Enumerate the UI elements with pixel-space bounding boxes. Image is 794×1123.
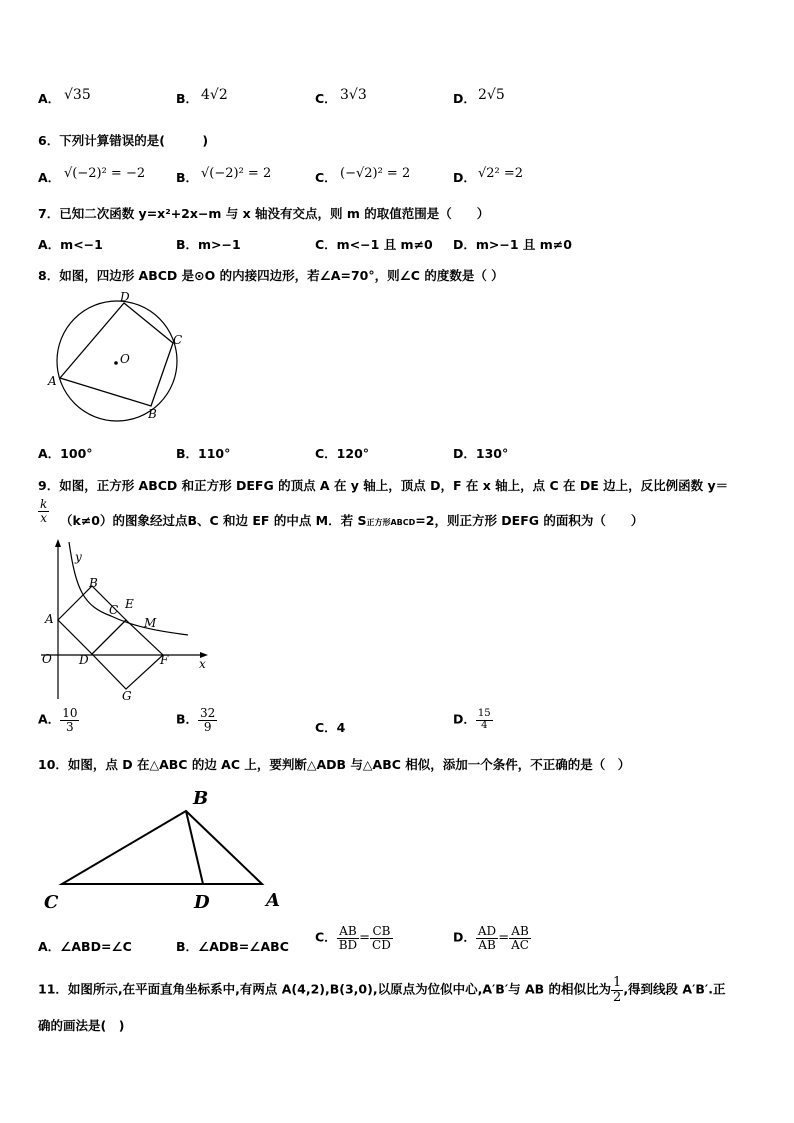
- q5-option-a-value: √35: [64, 87, 91, 103]
- label-a: A: [48, 374, 57, 388]
- q6-option-d-value: √2² =2: [478, 166, 524, 181]
- segment-bd: [186, 811, 203, 884]
- q8-option-a: A．100°: [38, 446, 93, 461]
- q11-half-num: 1: [613, 975, 622, 990]
- q11-stem-part2: ,得到线段 A′B′.正: [623, 981, 726, 997]
- q9-d-num: 15: [477, 708, 491, 719]
- hyperbola-curve: [69, 542, 188, 635]
- q5-option-a-label: A．: [38, 91, 61, 106]
- q7-option-a: A．m<−1: [38, 237, 103, 252]
- quadrilateral-abcd: [60, 303, 173, 406]
- q6-option-b-value: √(−2)² = 2: [201, 166, 272, 181]
- q11-stem-line2: 确的画法是( ): [38, 1018, 125, 1033]
- q8-stem: 8．如图，四边形 ABCD 是⊙O 的内接四边形，若∠A=70°，则∠C 的度数是（ ）: [38, 268, 504, 283]
- q7-option-b: B．m>−1: [176, 237, 241, 252]
- q10-d-eq: =: [498, 930, 510, 946]
- q5-option-d-label: D．: [453, 91, 476, 106]
- label-a: A: [266, 890, 280, 911]
- q10-stem: 10．如图，点 D 在△ABC 的边 AC 上，要判断△ADB 与△ABC 相似，添加一个条件，不正确的是（ ）: [38, 757, 631, 772]
- label-b: B: [148, 407, 157, 421]
- q9-b-num: 32: [200, 706, 216, 720]
- q9-k: k: [40, 497, 48, 511]
- q10-option-c-label: C．: [315, 929, 337, 945]
- label-o: O: [120, 352, 130, 366]
- q9-subscript: 正方形ABCD: [366, 518, 416, 527]
- q5-option-b-value: 4√2: [201, 87, 228, 103]
- label-a: A: [45, 612, 54, 626]
- label-g: G: [122, 689, 132, 703]
- label-x: x: [199, 657, 206, 671]
- q10-option-d: [453, 925, 531, 951]
- q10-c2-num: CB: [370, 925, 393, 939]
- label-f: F: [160, 653, 169, 667]
- q7-option-c: C．m<−1 且 m≠0: [315, 237, 433, 252]
- q9-stem-line2: [60, 511, 643, 529]
- q9-option-c: C．4: [315, 720, 346, 735]
- q5-option-b-label: B．: [176, 91, 199, 106]
- q9-option-a-label: A．: [38, 711, 61, 727]
- label-c: C: [173, 333, 183, 347]
- q9-option-d: [453, 709, 493, 731]
- q10-option-b: B．∠ADB=∠ABC: [176, 939, 289, 954]
- q10-d2-num: AB: [509, 925, 531, 939]
- center-point: [114, 361, 118, 365]
- label-b: B: [193, 788, 209, 809]
- q9-a-den: 3: [66, 719, 74, 734]
- label-m: M: [144, 616, 157, 630]
- q9-a-num: 10: [62, 706, 78, 720]
- q6-stem: 6．下列计算错误的是( ): [38, 133, 209, 148]
- q7-stem: 7．已知二次函数 y=x²+2x−m 与 x 轴没有交点，则 m 的取值范围是（ ）: [38, 206, 490, 221]
- q10-c-eq: =: [359, 930, 371, 946]
- q5-option-c-label: C．: [315, 91, 337, 106]
- q11-stem-line1: [38, 976, 725, 1004]
- label-d: D: [79, 653, 89, 667]
- q9-option-a: [38, 707, 79, 733]
- q10-c2-den: CD: [372, 937, 391, 952]
- q5-option-d-value: 2√5: [478, 87, 505, 103]
- q9-stem-line1: 9．如图，正方形 ABCD 和正方形 DEFG 的顶点 A 在 y 轴上，顶点 D，F 在 x 轴上，点 C 在 DE 边上，反比例函数 y＝: [38, 478, 729, 493]
- q9-option-b-label: B．: [176, 711, 199, 727]
- q6-option-a-label: A．: [38, 170, 61, 185]
- q6-option-b-label: B．: [176, 170, 199, 185]
- y-arrow-icon: [55, 539, 61, 547]
- triangle-abc: [62, 811, 262, 884]
- q7-option-d: D．m>−1 且 m≠0: [453, 237, 572, 252]
- q10-option-a: A．∠ABD=∠C: [38, 939, 132, 954]
- label-c: C: [44, 892, 59, 913]
- q11-half-den: 2: [613, 989, 622, 1005]
- q9-stem-line2b: =2，则正方形 DEFG 的面积为（ ）: [415, 513, 644, 528]
- label-o: O: [42, 652, 52, 666]
- q9-x: x: [40, 510, 48, 525]
- q10-option-d-label: D．: [453, 929, 476, 945]
- q10-d1-num: AD: [477, 924, 497, 938]
- q9-stem-line2a: （k≠0）的图象经过点B、C 和边 EF 的中点 M．若 S: [60, 513, 367, 528]
- q9-d-den: 4: [481, 719, 488, 731]
- label-b: B: [89, 576, 98, 590]
- q9-option-b: [176, 707, 217, 733]
- q10-triangle-figure: [38, 780, 298, 914]
- q9-fraction-k-over-x: [38, 498, 49, 524]
- q8-option-c: C．120°: [315, 446, 370, 461]
- q10-c1-den: BD: [338, 937, 358, 952]
- label-c: C: [109, 603, 119, 617]
- q11-stem-part1: 11．如图所示,在平面直角坐标系中,有两点 A(4,2),B(3,0),以原点为位似中心,A′B′与 AB 的相似比为: [38, 981, 612, 997]
- q6-option-c-label: C．: [315, 170, 337, 185]
- q6-option-a-value: √(−2)² = −2: [64, 166, 146, 181]
- q8-option-d: D．130°: [453, 446, 509, 461]
- q10-d2-den: AC: [511, 937, 529, 952]
- q6-option-d-label: D．: [453, 170, 476, 185]
- q9-coordinate-figure: [36, 536, 216, 706]
- q6-option-c-value: (−√2)² = 2: [340, 166, 411, 181]
- q10-d1-den: AB: [478, 937, 496, 952]
- q10-option-c: [315, 925, 393, 951]
- label-d: D: [194, 892, 210, 913]
- label-e: E: [125, 597, 134, 611]
- q9-b-den: 9: [203, 719, 212, 734]
- q5-option-c-value: 3√3: [340, 87, 367, 103]
- q9-option-d-label: D．: [453, 711, 476, 727]
- square-abcd: [58, 586, 126, 654]
- q8-circle-figure: [40, 286, 200, 426]
- label-d: D: [120, 290, 130, 304]
- q8-option-b: B．110°: [176, 446, 231, 461]
- label-y: y: [75, 550, 82, 564]
- q10-c1-num: AB: [337, 925, 359, 939]
